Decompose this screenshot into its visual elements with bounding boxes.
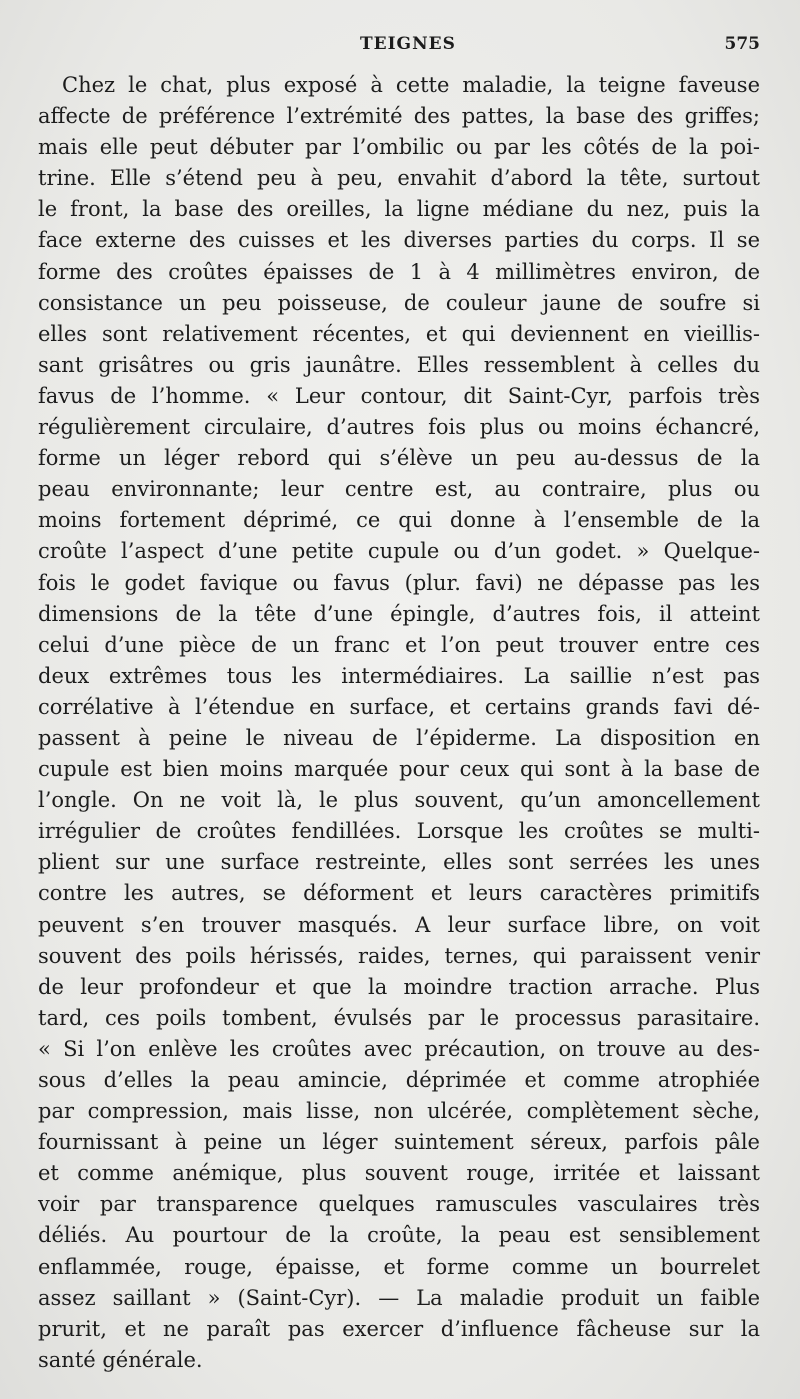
text-line: « Si l’on enlève les croûtes avec précaution, on trouve au des- [38,1036,760,1061]
text-line: déliés. Au pourtour de la croûte, la peau est sensiblement [38,1223,760,1248]
text-line: et comme anémique, plus souvent rouge, irritée et laissant [38,1161,760,1186]
text-line: peau environnante; leur centre est, au contraire, plus ou [38,477,760,502]
text-line: contre les autres, se déforment et leurs caractères primitifs [38,881,760,906]
text-line: assez saillant » (Saint-Cyr). — La maladie produit un faible [38,1285,760,1310]
text-line: peuvent s’en trouver masqués. A leur surface libre, on voit [38,912,760,937]
text-line: elles sont relativement récentes, et qui deviennent en vieillis- [38,321,760,346]
text-line: croûte l’aspect d’une petite cupule ou d’un godet. » Quelque- [38,539,760,564]
text-line: enflammée, rouge, épaisse, et forme comme un bourrelet [38,1254,760,1279]
text-line: prurit, et ne paraît pas exercer d’influence fâcheuse sur la [38,1316,760,1341]
text-line: souvent des poils hérissés, raides, ternes, qui paraissent venir [38,943,760,968]
text-line: de leur profondeur et que la moindre traction arrache. Plus [38,974,760,999]
text-line: plient sur une surface restreinte, elles sont serrées les unes [38,850,760,875]
text-line: moins fortement déprimé, ce qui donne à l’ensemble de la [38,508,760,533]
text-line: passent à peine le niveau de l’épiderme. La disposition en [38,725,760,750]
text-line: mais elle peut débuter par l’ombilic ou par les côtés de la poi- [38,135,760,160]
text-line: santé générale. [38,1347,203,1372]
text-line: affecte de préférence l’extrémité des pattes, la base des griffes; [38,104,760,129]
text-line: forme des croûtes épaisses de 1 à 4 millimètres environ, de [38,259,760,284]
text-line: forme un léger rebord qui s’élève un peu au-dessus de la [38,446,760,471]
page-header [38,34,760,58]
text-line: celui d’une pièce de un franc et l’on peut trouver entre ces [38,632,760,657]
text-line: tard, ces poils tombent, évulsés par le processus parasitaire. [38,1005,760,1030]
text-line: sous d’elles la peau amincie, déprimée et comme atrophiée [38,1068,760,1092]
running-title: TEIGNES [360,34,456,54]
text-line: deux extrêmes tous les intermédiaires. La saillie n’est pas [38,663,760,688]
text-line: favus de l’homme. « Leur contour, dit Saint-Cyr, parfois très [38,383,760,408]
body-text [38,70,760,1376]
text-line: Chez le chat, plus exposé à cette maladie, la teigne faveuse [62,73,760,97]
text-line: fois le godet favique ou favus (plur. favi) ne dépasse pas les [38,570,760,595]
page-number: 575 [724,34,760,54]
text-line: le front, la base des oreilles, la ligne médiane du nez, puis la [38,197,760,222]
text-line: face externe des cuisses et les diverses parties du corps. Il se [38,228,760,253]
text-line: par compression, mais lisse, non ulcérée, complètement sèche, [38,1099,760,1124]
text-line: fournissant à peine un léger suintement séreux, parfois pâle [38,1130,760,1155]
text-line: cupule est bien moins marquée pour ceux qui sont à la base de [38,757,760,782]
text-line: trine. Elle s’étend peu à peu, envahit d’abord la tête, surtout [38,166,760,191]
text-line: corrélative à l’étendue en surface, et certains grands favi dé- [38,694,760,719]
text-line: l’ongle. On ne voit là, le plus souvent, qu’un amoncellement [38,788,760,813]
text-line: voir par transparence quelques ramuscules vasculaires très [38,1192,760,1217]
text-line: irrégulier de croûtes fendillées. Lorsque les croûtes se multi- [38,819,760,844]
text-line: sant grisâtres ou gris jaunâtre. Elles ressemblent à celles du [38,352,760,377]
text-line: régulièrement circulaire, d’autres fois plus ou moins échancré, [38,415,760,440]
text-line: consistance un peu poisseuse, de couleur jaune de soufre si [38,290,760,315]
text-line: dimensions de la tête d’une épingle, d’autres fois, il atteint [38,601,760,626]
